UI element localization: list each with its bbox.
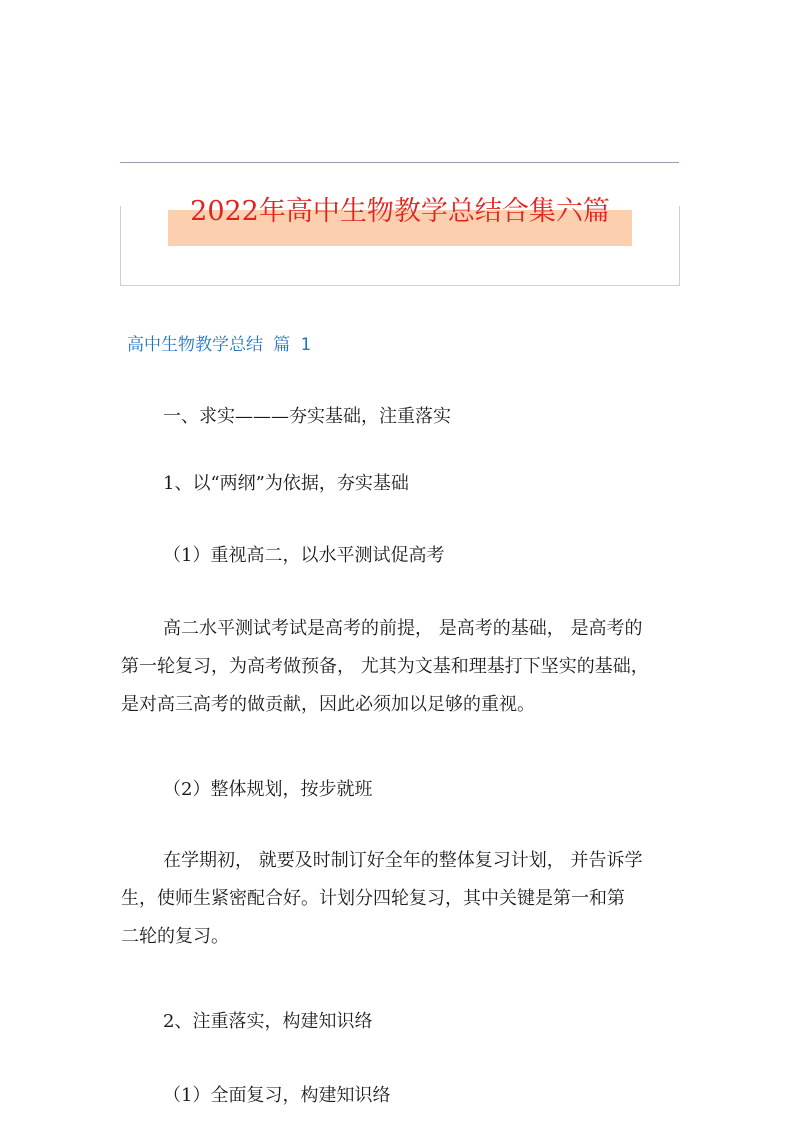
document-title: 2022年高中生物教学总结合集六篇: [168, 192, 632, 246]
paragraph-1-line-3: 是对高三高考的做贡献，因此必须加以足够的重视。: [121, 694, 535, 715]
paragraph-1-line-2: 第一轮复习，为高考做预备， 尤其为文基和理基打下坚实的基础，: [121, 656, 649, 677]
paragraph-2-line-2: 生，使师生紧密配合好。计划分四轮复习，其中关键是第一和第: [121, 888, 625, 909]
paragraph-2-line-3: 二轮的复习。: [121, 926, 229, 947]
heading-level-1: 一、求实———夯实基础，注重落实: [163, 406, 451, 427]
paragraph-2: [121, 842, 687, 956]
paragraph-1: [121, 610, 687, 724]
paragraph-1-line-1: 高二水平测试考试是高考的前提， 是高考的基础， 是高考的: [163, 618, 643, 639]
paragraph-2-line-1: 在学期初， 就要及时制订好全年的整体复习计划， 并告诉学: [163, 850, 643, 871]
subheading-2: 2、注重落实，构建知识络: [163, 1011, 373, 1032]
subheading-1: 1、以“两纲”为依据，夯实基础: [163, 473, 409, 494]
list-item-1: （1）重视高二，以水平测试促高考: [163, 545, 445, 566]
list-item-3: （1）全面复习，构建知识络: [163, 1085, 391, 1106]
header-rule: [120, 162, 679, 163]
list-item-2: （2）整体规划，按步就班: [163, 779, 373, 800]
section-heading: 高中生物教学总结 篇 1: [127, 335, 311, 355]
